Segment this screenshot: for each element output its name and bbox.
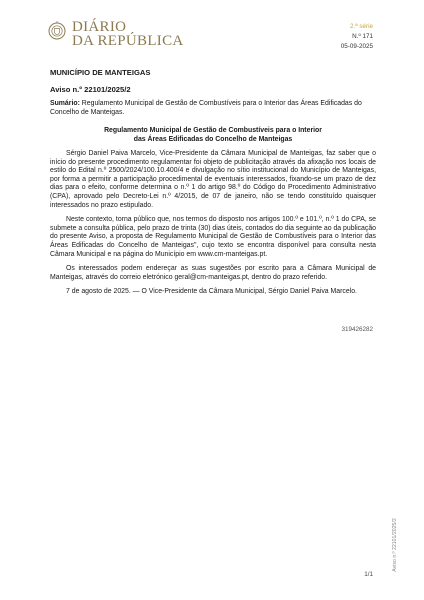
summary-label: Sumário: [50, 100, 80, 107]
organization-heading: MUNICÍPIO DE MANTEIGAS [50, 68, 151, 77]
summary-text: Regulamento Municipal de Gestão de Combustíveis para o Interior das Áreas Edificadas do Concelho de Manteigas. [50, 100, 362, 116]
logo-title-line2: DA REPÚBLICA [72, 33, 184, 49]
summary [50, 99, 376, 117]
page-number: 1/1 [364, 571, 373, 578]
document-body [50, 150, 376, 303]
body-paragraph: Os interessados podem endereçar as suas sugestões por escrito para a Câmara Municipal de Manteigas, através do correio eletrónico geral@cm-manteigas.pt, dentro do prazo referido. [50, 265, 376, 281]
side-stamp-text: Aviso n.º 22101/2025/2 [392, 518, 398, 572]
issue-meta [341, 22, 373, 52]
issue-date: 05-09-2025 [340, 43, 373, 50]
body-paragraph: Neste contexto, torna público que, nos termos do disposto nos artigos 100.º e 101.º, n.º 1 do CPA, se submete a consulta pública, pelo prazo de trinta (30) dias úteis, contados do dia seguinte ao da publicação do presente Aviso, a proposta de Regulamento Municipal de Gestão de Combustíveis para o Interior das Áreas Edificadas do Concelho de Manteigas", cujo texto se encontra disponível para consulta nesta Câmara Municipal e na página do Município em www.cm-manteigas.pt. [50, 216, 376, 258]
series-label: 2.ª série [350, 23, 373, 30]
document-title [50, 126, 376, 144]
issue-number: N.º 171 [352, 33, 373, 40]
logo-title-line1: DIÁRIO [72, 19, 127, 35]
side-stamp [391, 500, 399, 590]
diario-republica-logo [48, 20, 184, 48]
notice-number: Aviso n.º 22101/2025/2 [50, 85, 131, 94]
document-title-line2: das Áreas Edificadas do Concelho de Manteigas [133, 136, 293, 143]
body-paragraph: Sérgio Daniel Paiva Marcelo, Vice-Presidente da Câmara Municipal de Manteigas, faz saber que o início do presente procedimento regulamentar foi objeto de publicitação através da afixação nos locais de estilo do Edital n.º 2500/2024/100.10.400/4 e divulgação no sítio institucional do Município de Manteigas, por forma a permitir a participação procedimental de eventuais interessados, fixando-se um prazo de dez dias para o efeito, conforme determina o n.º 1 do artigo 98.º do Código do Procedimento Administrativo (CPA), aprovado pelo Decreto-Lei n.º 4/2015, de 07 de janeiro, não se tendo constituído quaisquer interessados no prazo estipulado. [50, 150, 376, 209]
document-code: 319426282 [341, 326, 373, 333]
document-title-line1: Regulamento Municipal de Gestão de Combustíveis para o Interior [104, 127, 322, 134]
signature-paragraph: 7 de agosto de 2025. — O Vice-Presidente da Câmara Municipal, Sérgio Daniel Paiva Marcelo. [66, 288, 357, 296]
coat-of-arms-icon [48, 20, 66, 42]
